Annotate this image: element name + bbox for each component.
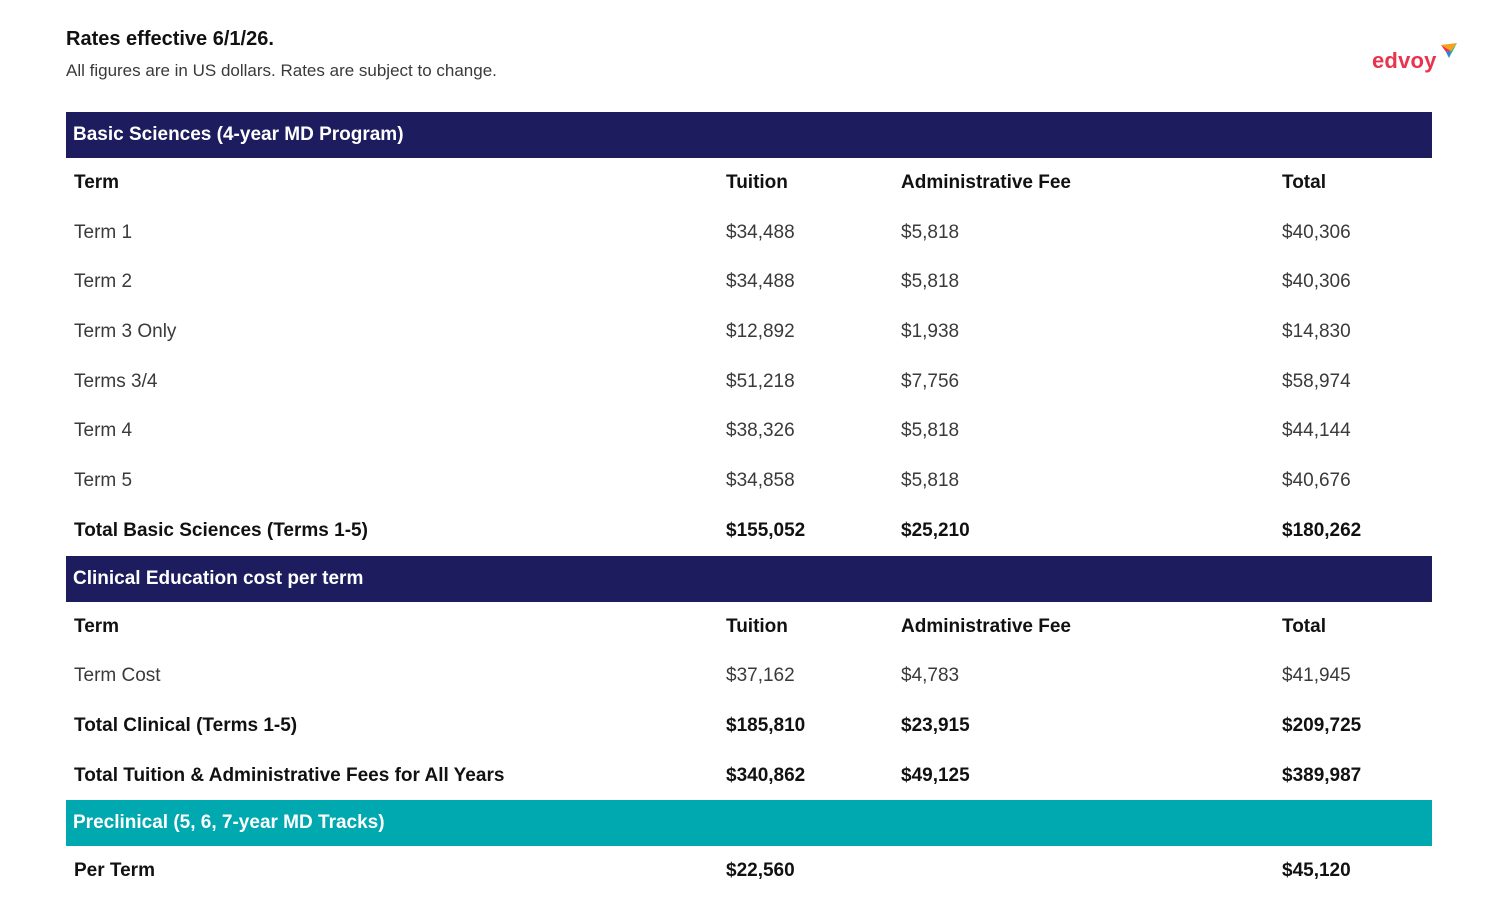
tuition-cell: $34,858 [726, 470, 795, 492]
admin-fee-total-cell: $23,915 [901, 714, 970, 736]
tuition-cell: $51,218 [726, 370, 795, 392]
clinical-total-row [66, 701, 1432, 751]
term-cell: Terms 3/4 [74, 370, 158, 392]
term-cell: Term 3 Only [74, 321, 177, 343]
total-cell: $40,306 [1282, 271, 1351, 293]
header-title: Rates effective 6/1/26. [66, 28, 274, 50]
table-row [66, 307, 1432, 357]
preclinical-header: Preclinical (5, 6, 7-year MD Tracks) [66, 800, 1432, 846]
table-row [66, 257, 1432, 307]
tuition-cell: $37,162 [726, 665, 795, 687]
term-cell: Term 2 [74, 271, 133, 293]
column-header-admin-fee: Administrative Fee [901, 615, 1071, 637]
total-cell: $14,830 [1282, 321, 1351, 343]
admin-fee-cell: $5,818 [901, 271, 960, 293]
tuition-cell: $22,560 [726, 860, 795, 882]
tuition-cell: $34,488 [726, 271, 795, 293]
table-row [66, 357, 1432, 407]
table-row [66, 208, 1432, 258]
total-label-cell: Total Basic Sciences (Terms 1-5) [74, 519, 368, 541]
admin-fee-cell: $5,818 [901, 221, 960, 243]
rates-table [66, 112, 1432, 896]
tuition-total-cell: $185,810 [726, 714, 806, 736]
admin-fee-total-cell: $25,210 [901, 519, 970, 541]
all-years-total-row [66, 751, 1432, 801]
term-cell: Term 5 [74, 470, 133, 492]
total-cell: $41,945 [1282, 665, 1351, 687]
admin-fee-cell: $7,756 [901, 370, 960, 392]
clinical-header: Clinical Education cost per term [66, 556, 1432, 602]
term-cell: Term 1 [74, 221, 133, 243]
admin-fee-cell: $5,818 [901, 420, 960, 442]
basic-sciences-column-headers [66, 158, 1432, 208]
admin-fee-cell: $1,938 [901, 321, 960, 343]
brand-logo [1370, 40, 1470, 80]
total-label-cell: Total Clinical (Terms 1-5) [74, 714, 298, 736]
column-header-admin-fee: Administrative Fee [901, 172, 1071, 193]
tuition-total-cell: $340,862 [726, 764, 806, 786]
table-row [66, 406, 1432, 456]
basic-sciences-total-row [66, 506, 1432, 556]
total-label-cell: Total Tuition & Administrative Fees for All Years [74, 764, 505, 786]
tuition-cell: $38,326 [726, 420, 795, 442]
clinical-column-headers [66, 602, 1432, 652]
admin-fee-cell: $4,783 [901, 665, 960, 687]
tuition-cell: $34,488 [726, 221, 795, 243]
column-header-tuition: Tuition [726, 615, 788, 637]
table-row [66, 651, 1432, 701]
term-cell: Term 4 [74, 420, 133, 442]
header-subtitle: All figures are in US dollars. Rates are subject to change. [66, 61, 497, 80]
column-header-term: Term [74, 615, 120, 637]
column-header-tuition: Tuition [726, 172, 788, 193]
column-header-total: Total [1282, 172, 1326, 193]
total-cell: $40,676 [1282, 470, 1351, 492]
basic-sciences-header: Basic Sciences (4-year MD Program) [66, 112, 1432, 158]
total-cell: $58,974 [1282, 370, 1351, 392]
column-header-term: Term [74, 172, 120, 193]
brand-name: edvoy [1372, 48, 1437, 73]
admin-fee-total-cell: $49,125 [901, 764, 970, 786]
admin-fee-cell: $5,818 [901, 470, 960, 492]
preclinical-row [66, 846, 1432, 896]
tuition-total-cell: $155,052 [726, 519, 806, 541]
column-header-total: Total [1282, 615, 1326, 637]
grand-total-cell: $209,725 [1282, 714, 1362, 736]
term-cell: Term Cost [74, 665, 161, 687]
grand-total-cell: $389,987 [1282, 764, 1362, 786]
total-cell: $44,144 [1282, 420, 1351, 442]
tuition-cell: $12,892 [726, 321, 795, 343]
total-cell: $40,306 [1282, 221, 1351, 243]
term-cell: Per Term [74, 860, 155, 882]
paper-plane-icon [1440, 42, 1458, 60]
total-cell: $45,120 [1282, 860, 1351, 882]
grand-total-cell: $180,262 [1282, 519, 1362, 541]
table-row [66, 456, 1432, 506]
